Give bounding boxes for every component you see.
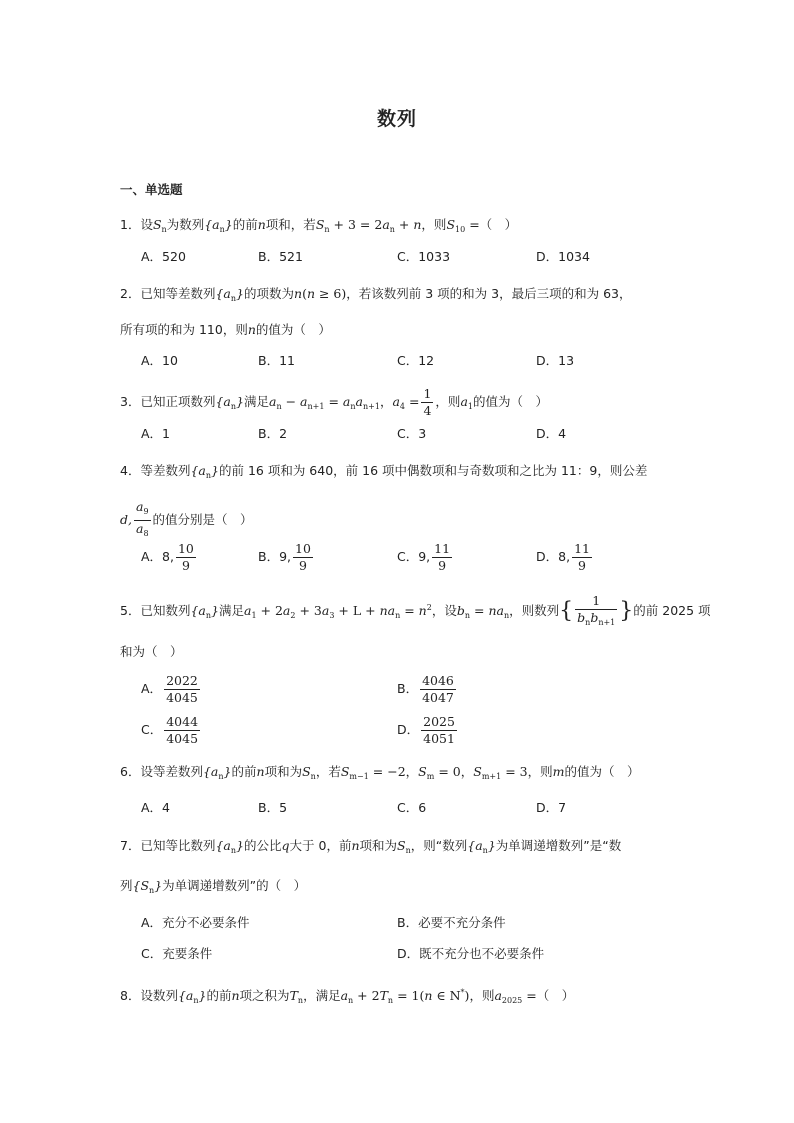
option[interactable]: A．充分不必要条件 [141, 915, 250, 930]
question-5-line-2: 和为（ ） [120, 644, 183, 659]
question-3: 3．已知正项数列$\{a_n\}$满足$a_n - a_{n+1} = a_na_{n+1}$，$a_4$ = $\frac{1}{4}$ ，则$a_1$的值为（ ） [120, 386, 548, 418]
page-title: 数列 [376, 108, 417, 130]
option[interactable]: D．7 [536, 800, 567, 815]
option[interactable]: B． $\frac{4046}{4047}$ [397, 673, 454, 705]
option[interactable]: B．521 [258, 249, 303, 264]
option[interactable]: A．1 [141, 426, 171, 441]
option[interactable]: A．8, $\frac{10}{9}$ [141, 541, 194, 573]
question-6: 6．设等差数列$\{a_n\}$的前n项和为$S_n$，若$S_{m-1} = -2$，$S_m = 0$，$S_{m+1} = 3$，则m的值为（ ） [120, 764, 640, 781]
option[interactable]: D．8, $\frac{11}{9}$ [536, 541, 590, 573]
question-4-line-2: d, $\frac{a_9}{a_8}$ 的值分别是（ ） [120, 499, 253, 542]
section-heading: 一、单选题 [120, 182, 183, 197]
option[interactable]: C． $\frac{4044}{4045}$ [141, 714, 199, 746]
question-7: 7．已知等比数列$\{a_n\}$的公比q大于 0，前n项和为$S_n$，则“数列$\{a_n\}$为单调递增数列”是“数 [120, 838, 622, 855]
option[interactable]: D． $\frac{2025}{4051}$ [397, 714, 455, 746]
question-4: 4．等差数列$\{a_n\}$的前 16 项和为 640，前 16 项中偶数项和与奇数项和之比为 11：9，则公差 [120, 463, 648, 480]
option[interactable]: A．4 [141, 800, 171, 815]
option[interactable]: B．5 [258, 800, 288, 815]
option[interactable]: C．6 [397, 800, 427, 815]
option[interactable]: A．10 [141, 353, 178, 368]
option[interactable]: C．充要条件 [141, 946, 213, 961]
option[interactable]: C．1033 [397, 249, 451, 264]
option[interactable]: D．13 [536, 353, 575, 368]
option[interactable]: B．必要不充分条件 [397, 915, 506, 930]
option[interactable]: B．11 [258, 353, 295, 368]
option[interactable]: D．既不充分也不必要条件 [397, 946, 545, 961]
question-8: 8．设数列$\{a_n\}$的前n项之积为$T_n$，满足$a_n + 2T_n = 1(n$ ∈ N*)，则$a_{2025}$ =（ ） [120, 988, 575, 1005]
option[interactable]: A．520 [141, 249, 186, 264]
question-7-line-2: 列$\{S_n\}$为单调递增数列”的（ ） [120, 878, 307, 895]
fraction: $\frac{1}{b_nb_{n+1}}$ [577, 592, 616, 627]
option[interactable]: B．2 [258, 426, 288, 441]
fraction: $\frac{a_9}{a_8}$ [135, 499, 149, 538]
option[interactable]: C．3 [397, 426, 427, 441]
option[interactable]: D．1034 [536, 249, 590, 264]
question-5: 5．已知数列$\{a_n\}$满足$a_1 + 2a_2 + 3a_3 + L + na_n = n^2$，设$b_n = na_n$，则数列{ $\frac{1}{b_nb_{n+1}}$ }的前 2025 项 [120, 590, 711, 634]
option[interactable]: C．12 [397, 353, 435, 368]
question-1: 1．设$S_n$为数列$\{a_n\}$的前n项和，若$S_n + 3 = 2a_n + n$，则$S_{10}$ =（ ） [120, 217, 518, 234]
option[interactable]: C．9, $\frac{11}{9}$ [397, 541, 451, 573]
question-2: 2．已知等差数列$\{a_n\}$的项数为n(n ≥ 6)，若该数列前 3 项的和为 3，最后三项的和为 63， [120, 286, 632, 303]
option[interactable]: A． $\frac{2022}{4045}$ [141, 673, 198, 705]
fraction: $\frac{1}{4}$ [423, 386, 432, 418]
question-2-line-2: 所有项的和为 110，则n的值为（ ） [120, 322, 331, 337]
option[interactable]: D．4 [536, 426, 567, 441]
option[interactable]: B．9, $\frac{10}{9}$ [258, 541, 311, 573]
